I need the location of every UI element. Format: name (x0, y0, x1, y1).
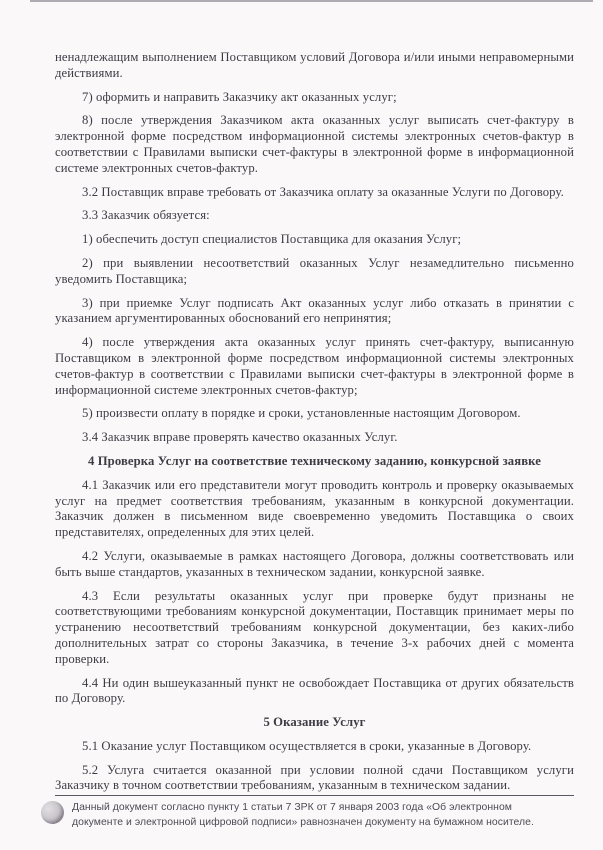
paragraph: 8) после утверждения Заказчиком акта оказанных услуг выписать счет-фактуру в электронной форме посредством информационной системы электронных счетов-фактур в соответствии с Правилами выписки счет-фактуры в электронной форме в информационной системе электронных счетов-фактур. (55, 113, 574, 175)
paragraph: 4) после утверждения акта оказанных услуг принять счет-фактуру, выписанную Поставщиком в электронной форме посредством информационной системы электронных счетов-фактур в соответствии с Правилами выписки счет-фактуры в электронной форме в информационной системе электронных счетов-фактур; (55, 335, 574, 397)
footer-separator (55, 795, 574, 796)
esign-footer (41, 801, 574, 830)
scanner-edge-artifact (30, 0, 593, 2)
paragraph: 5.1 Оказание услуг Поставщиком осуществляется в сроки, указанные в Договору. (82, 738, 532, 753)
section-heading: 4 Проверка Услуг на соответствие техническому заданию, конкурсной заявке (87, 453, 541, 468)
paragraph: 4.1 Заказчик или его представители могут проводить контроль и проверку оказываемых услуг на предмет соответствия требованиям, указанным в конкурсной документации. Заказчик должен в письменном виде своевременно уведомить Поставщика о своих представителях, определенных для этих целей. (55, 477, 574, 540)
paragraph: 4.2 Услуги, оказываемые в рамках настоящего Договора, должны соответствовать или быть выше стандартов, указанных в техническом задании, конкурсной заявке. (55, 548, 574, 579)
section-heading: 5 Оказание Услуг (263, 715, 366, 730)
paragraph: 4.3 Если результаты оказанных услуг при проверке будут признаны не соответствующими требованиям конкурсной документации, Поставщик принимает меры по устранению несоответствий требованиям конкурсной документации, без каких-либо дополнительных затрат со стороны Заказчика, в течение 3-х рабочих дней с момента проверки. (55, 588, 574, 666)
paragraph: 1) обеспечить доступ специалистов Поставщика для оказания Услуг; (82, 232, 462, 247)
esign-footer-note: Данный документ согласно пункту 1 статьи 7 ЗРК от 7 января 2003 года «Об электронном документе и электронной цифровой подписи» равнозначен документу на бумажном носителе. (72, 802, 534, 828)
paragraph: 3) при приемке Услуг подписать Акт оказанных услуг либо отказать в принятии с указанием аргументированных обоснований его непринятия; (55, 295, 574, 326)
paragraph: 7) оформить и направить Заказчику акт оказанных услуг; (82, 89, 397, 104)
paragraph: 2) при выявлении несоответствий оказанных Услуг незамедлительно письменно уведомить Поставщика; (55, 255, 574, 286)
paragraph: 5.2 Услуга считается оказанной при условии полной сдачи Поставщиком услуги Заказчику в точном соответствии требованиям, указанным в техническом задании. (55, 762, 574, 793)
esign-stamp-icon (39, 799, 66, 826)
document-page (55, 50, 574, 830)
paragraph: 3.3 Заказчик обязуется: (82, 208, 210, 223)
paragraph: 3.4 Заказчик вправе проверять качество оказанных Услуг. (82, 430, 398, 445)
paragraph: 4.4 Ни один вышеуказанный пункт не освобождает Поставщика от других обязательств по Договору. (55, 675, 574, 706)
paragraph: 5) произвести оплату в порядке и сроки, установленные настоящим Договором. (82, 406, 521, 421)
paragraph: 3.2 Поставщик вправе требовать от Заказчика оплату за оказанные Услуги по Договору. (82, 184, 564, 199)
document-body (55, 50, 574, 794)
paragraph: ненадлежащим выполнением Поставщиком условий Договора и/или иными неправомерными действиями. (55, 50, 574, 80)
